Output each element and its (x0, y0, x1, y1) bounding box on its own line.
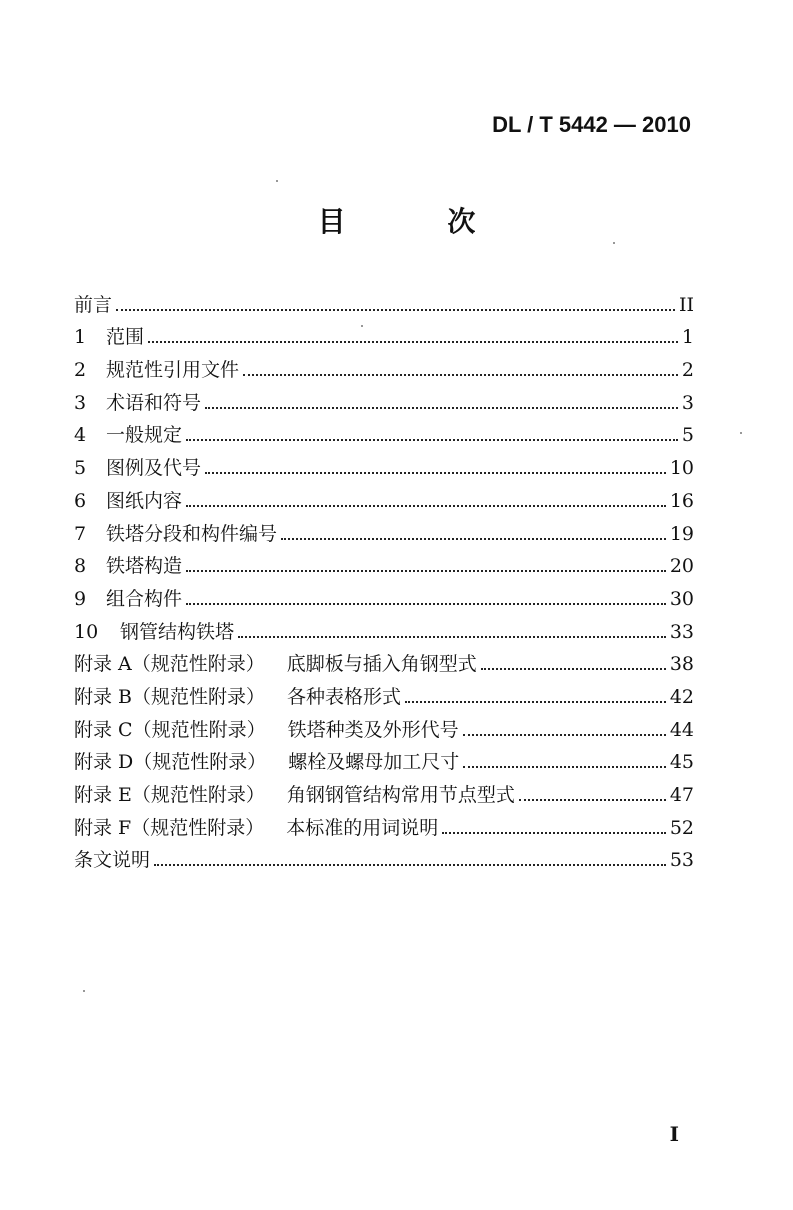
toc-entry-page: 53 (669, 849, 694, 872)
standard-code: DL / T 5442 — 2010 (492, 112, 691, 137)
toc-entry-page: 33 (669, 620, 694, 643)
page-number: I (669, 1122, 679, 1146)
appendix-label: 附录 C（规范性附录） (74, 718, 266, 741)
dot-leader (186, 603, 666, 605)
appendix-label: 附录 D（规范性附录） (74, 751, 267, 774)
toc-entry-page: 30 (669, 587, 694, 610)
toc-entry-title: 术语和符号 (106, 391, 202, 414)
toc-entry-page: 1 (681, 326, 694, 349)
toc-entry-number: 9 (74, 587, 87, 610)
dot-leader (186, 570, 666, 572)
toc-entry-title: 组合构件 (106, 587, 183, 610)
table-of-contents (74, 286, 694, 874)
toc-entry-number: 2 (74, 359, 87, 382)
toc-entry[interactable] (74, 351, 694, 384)
toc-entry-page: 52 (669, 816, 694, 839)
toc-entry-title: 底脚板与插入角钢型式 (286, 653, 477, 676)
toc-entry-page: 3 (681, 391, 694, 414)
toc-entry-title: 角钢钢管结构常用节点型式 (286, 784, 515, 806)
toc-entry[interactable] (74, 548, 694, 581)
toc-entry-explanation[interactable] (74, 842, 694, 875)
toc-entry-page: 38 (669, 653, 694, 676)
appendix-label: 附录 A（规范性附录） (74, 653, 265, 676)
dot-leader (463, 734, 666, 736)
appendix-label: 附录 E（规范性附录） (74, 784, 265, 806)
dot-leader (463, 766, 666, 768)
toc-entry[interactable] (74, 482, 694, 515)
toc-entry[interactable] (74, 417, 694, 450)
toc-entry-number: 3 (74, 391, 87, 414)
toc-entry-title: 规范性引用文件 (106, 359, 240, 382)
toc-entry-page: II (678, 293, 694, 316)
toc-entry-title: 铁塔构造 (106, 555, 183, 578)
toc-entry-page: 44 (669, 718, 694, 741)
page-title: 目 次 (317, 205, 522, 238)
scan-speck (276, 180, 278, 182)
toc-entry[interactable] (74, 613, 694, 646)
toc-entry-title: 钢管结构铁塔 (120, 620, 235, 643)
toc-entry-page: 42 (669, 685, 694, 708)
toc-entry-number: 6 (74, 489, 87, 512)
toc-entry-appendix[interactable] (74, 646, 694, 679)
toc-entry-title: 本标准的用词说明 (286, 816, 439, 839)
dot-leader (148, 341, 678, 343)
dot-leader (205, 407, 678, 409)
dot-leader (116, 309, 675, 311)
toc-entry-page: 47 (669, 784, 694, 806)
toc-entry-number: 4 (74, 424, 87, 447)
dot-leader (405, 701, 666, 703)
toc-entry[interactable] (74, 449, 694, 482)
toc-entry-number: 7 (74, 522, 87, 545)
scan-speck (83, 990, 85, 992)
toc-entry[interactable] (74, 384, 694, 417)
toc-entry-page: 20 (669, 555, 694, 578)
toc-entry-number: 1 (74, 326, 87, 349)
scan-speck (361, 325, 363, 327)
toc-entry-title: 一般规定 (106, 424, 183, 447)
toc-entry-appendix[interactable] (74, 744, 694, 777)
toc-entry[interactable] (74, 515, 694, 548)
toc-entry-number: 8 (74, 555, 87, 578)
toc-entry-page: 2 (681, 359, 694, 382)
toc-entry[interactable] (74, 580, 694, 613)
toc-entry-page: 10 (669, 457, 694, 480)
toc-entry-page: 16 (669, 489, 694, 512)
toc-entry-title: 条文说明 (74, 849, 151, 872)
toc-entry-page: 45 (669, 751, 694, 774)
dot-leader (519, 799, 666, 801)
toc-entry-appendix[interactable] (74, 678, 694, 711)
scan-speck (740, 432, 742, 434)
toc-entry-title: 范围 (106, 326, 145, 349)
dot-leader (205, 472, 666, 474)
toc-entry-title: 前言 (74, 293, 113, 316)
toc-entry-appendix[interactable] (74, 711, 694, 744)
dot-leader (281, 538, 666, 540)
toc-entry-appendix[interactable] (74, 776, 694, 809)
toc-entry-appendix[interactable] (74, 809, 694, 842)
scan-speck (613, 242, 615, 244)
toc-entry-title: 铁塔种类及外形代号 (287, 718, 459, 741)
toc-entry-title: 图纸内容 (106, 489, 183, 512)
dot-leader (481, 668, 666, 670)
dot-leader (243, 374, 678, 376)
dot-leader (154, 864, 666, 866)
toc-entry-page: 19 (669, 522, 694, 545)
dot-leader (186, 505, 666, 507)
dot-leader (442, 832, 666, 834)
dot-leader (238, 636, 666, 638)
toc-entry-title: 各种表格形式 (287, 685, 402, 708)
toc-entry-title: 铁塔分段和构件编号 (106, 522, 278, 545)
toc-entry-preface[interactable] (74, 286, 694, 319)
toc-entry-title: 螺栓及螺母加工尺寸 (288, 751, 460, 774)
toc-entry-title: 图例及代号 (106, 457, 202, 480)
toc-entry[interactable] (74, 319, 694, 352)
dot-leader (186, 439, 678, 441)
appendix-label: 附录 B（规范性附录） (74, 685, 266, 708)
toc-entry-number: 10 (74, 620, 99, 643)
toc-entry-number: 5 (74, 457, 87, 480)
appendix-label: 附录 F（规范性附录） (74, 816, 265, 839)
toc-entry-page: 5 (681, 424, 694, 447)
